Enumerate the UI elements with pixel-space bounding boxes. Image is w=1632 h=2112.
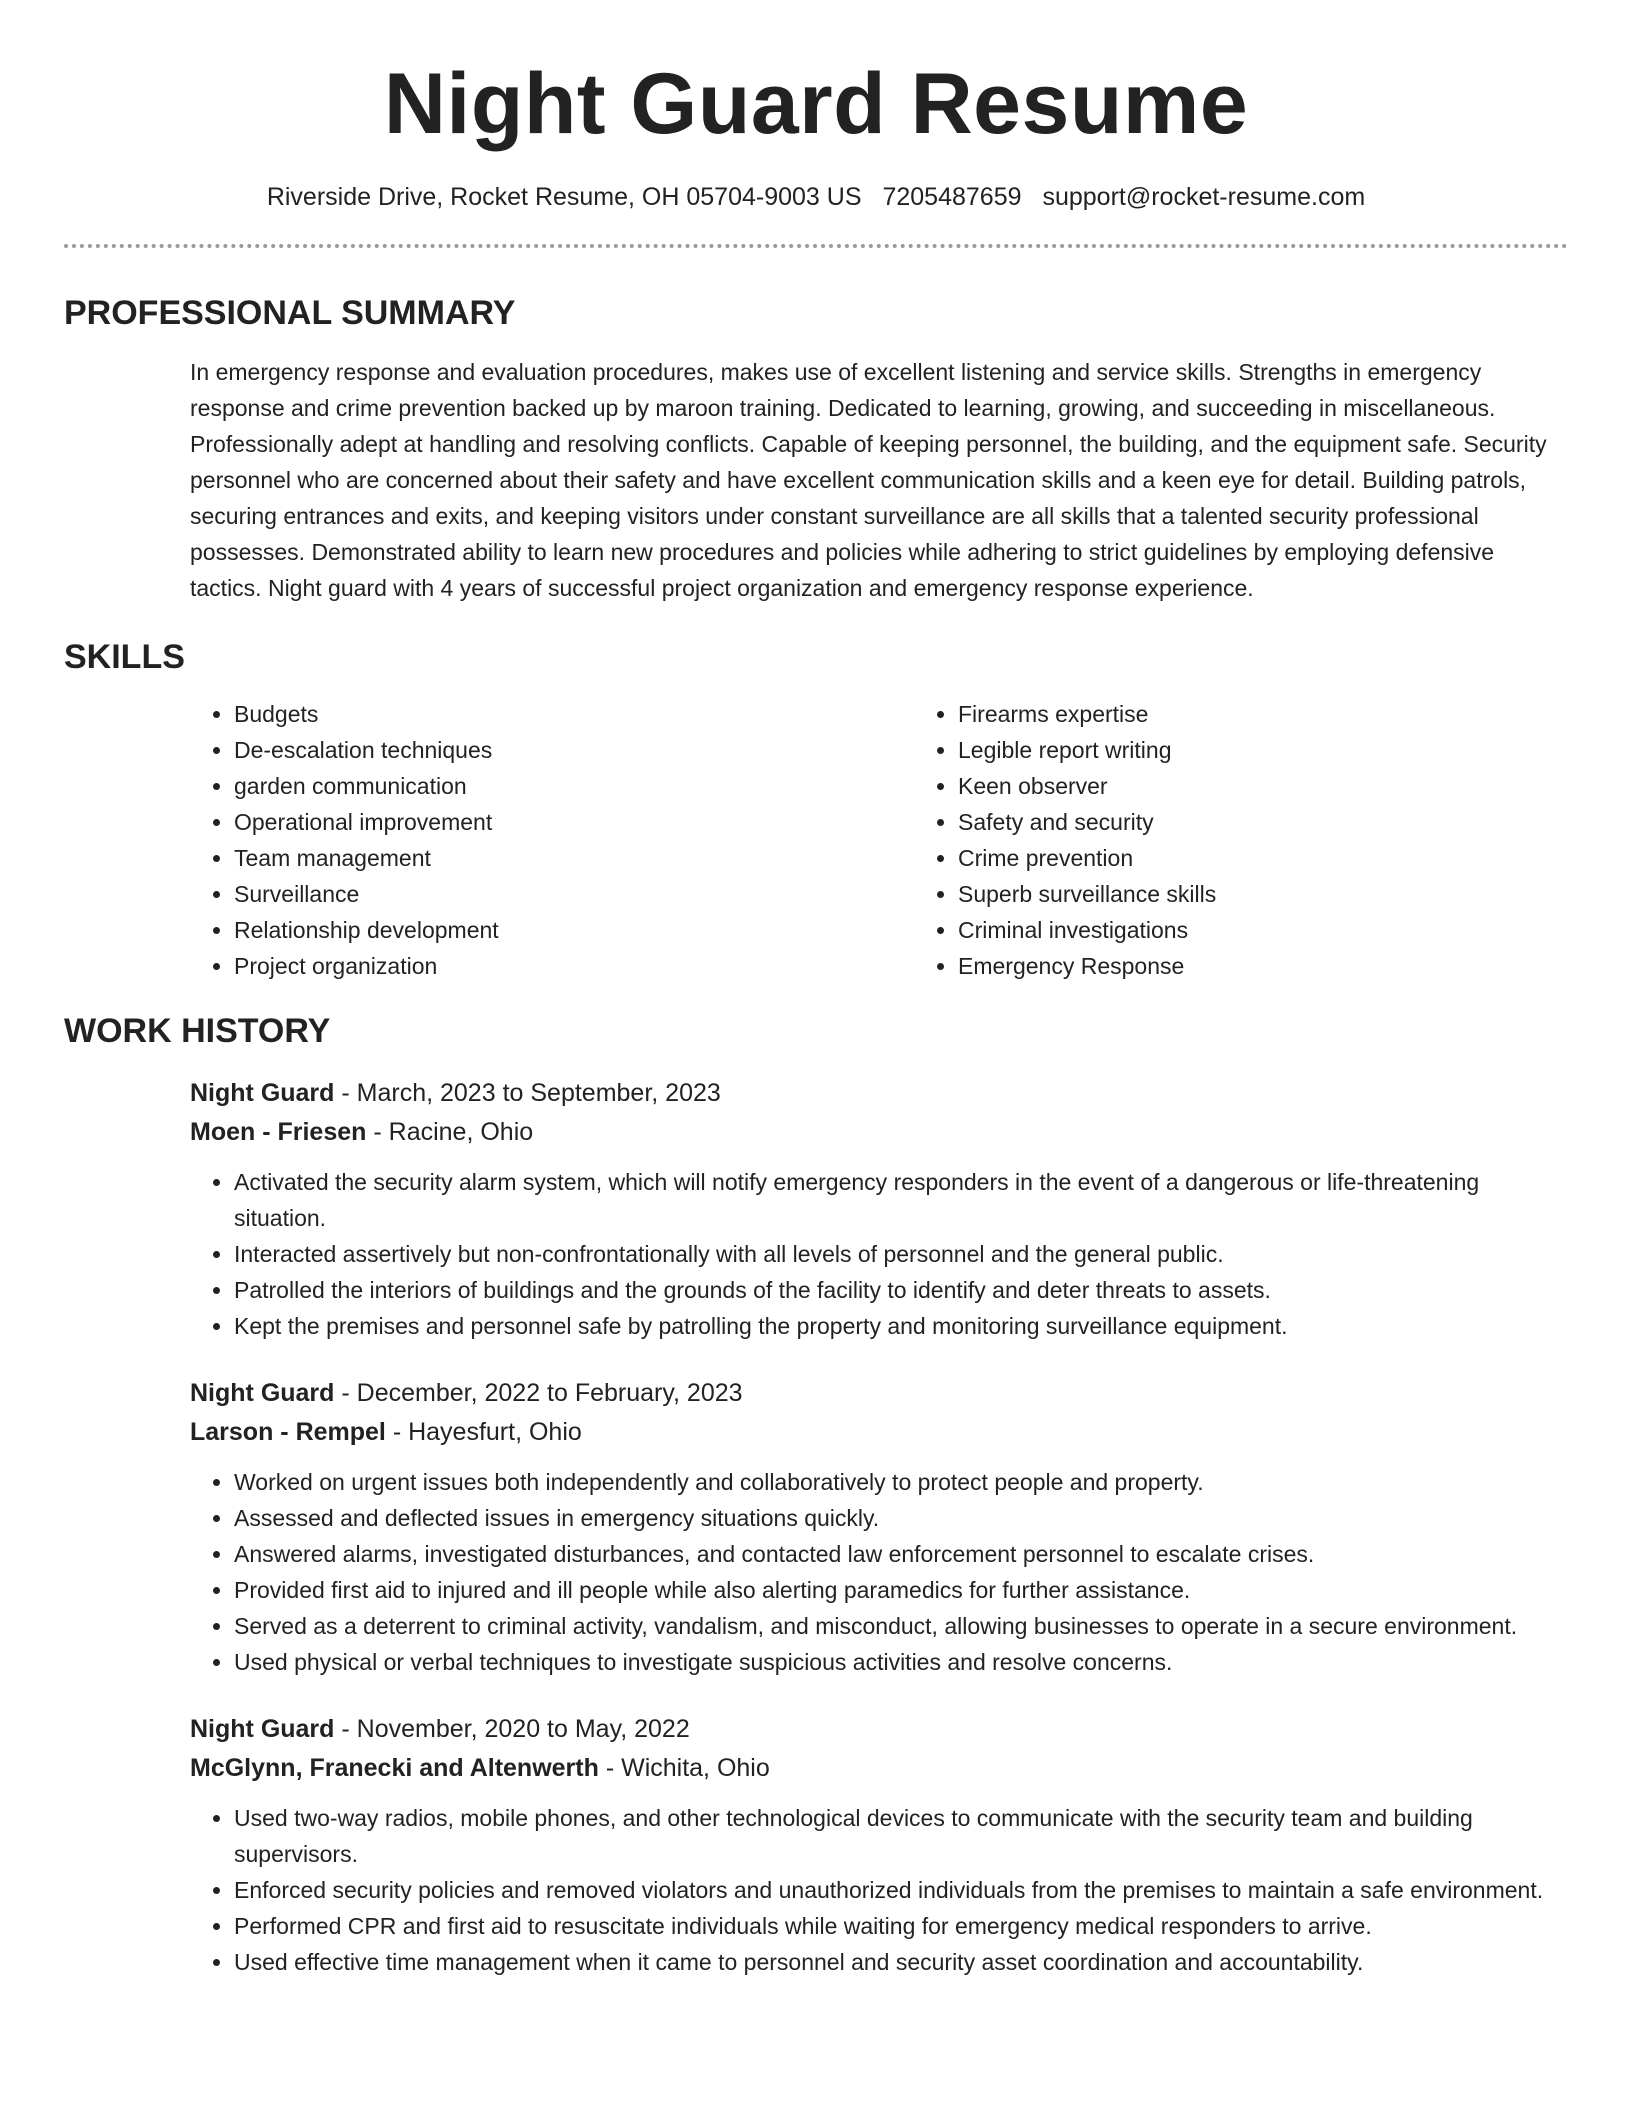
skill-item: • Budgets	[234, 696, 914, 732]
job-bullet: • Kept the premises and personnel safe by patrolling the property and monitoring surveillance equipment.	[234, 1308, 1564, 1344]
job-entry	[190, 1074, 1568, 1344]
job-bullet: • Performed CPR and first aid to resuscitate individuals while waiting for emergency medical responders to arrive.	[234, 1908, 1564, 1944]
job-title-line	[190, 1074, 1568, 1113]
job-title: Night Guard	[190, 1079, 335, 1107]
skill-item: • Team management	[234, 840, 914, 876]
skill-item: • Legible report writing	[958, 732, 1216, 768]
professional-summary-heading: PROFESSIONAL SUMMARY	[64, 294, 516, 332]
job-title-line	[190, 1710, 1568, 1749]
skills-heading: SKILLS	[64, 638, 185, 676]
job-bullet: • Provided first aid to injured and ill people while also alerting paramedics for further assistance.	[234, 1572, 1564, 1608]
job-entry	[190, 1710, 1568, 1980]
skill-item: • Emergency Response	[958, 948, 1216, 984]
job-bullet: • Used two-way radios, mobile phones, and other technological devices to communicate with the security team and building supervisors.	[234, 1800, 1564, 1872]
job-company: Moen - Friesen	[190, 1118, 367, 1146]
job-title-line	[190, 1374, 1568, 1413]
job-bullet: • Interacted assertively but non-confrontationally with all levels of personnel and the general public.	[234, 1236, 1564, 1272]
skill-item: • Relationship development	[234, 912, 914, 948]
job-bullet: • Assessed and deflected issues in emergency situations quickly.	[234, 1500, 1564, 1536]
job-company-line	[190, 1749, 1568, 1788]
job-entry	[190, 1374, 1568, 1680]
job-bullet: • Used effective time management when it came to personnel and security asset coordination and accountability.	[234, 1944, 1564, 1980]
job-bullets	[190, 1464, 1564, 1680]
job-bullet: • Activated the security alarm system, which will notify emergency responders in the event of a dangerous or life-threatening situation.	[234, 1164, 1564, 1236]
job-bullets	[190, 1800, 1564, 1980]
contact-line	[64, 180, 1568, 214]
skill-item: • De-escalation techniques	[234, 732, 914, 768]
job-bullet: • Used physical or verbal techniques to investigate suspicious activities and resolve concerns.	[234, 1644, 1564, 1680]
skill-item: • Criminal investigations	[958, 912, 1216, 948]
job-company-line	[190, 1113, 1568, 1152]
job-bullet: • Served as a deterrent to criminal activity, vandalism, and misconduct, allowing businesses to operate in a secure environment.	[234, 1608, 1564, 1644]
job-dates: - November, 2020 to May, 2022	[334, 1715, 690, 1743]
skills-left-column	[190, 696, 914, 984]
job-bullet: • Answered alarms, investigated disturbances, and contacted law enforcement personnel to escalate crises.	[234, 1536, 1564, 1572]
work-history-section	[64, 1010, 1568, 1980]
job-location: - Wichita, Ohio	[598, 1754, 770, 1782]
skill-item: • Keen observer	[958, 768, 1216, 804]
skill-item: • Firearms expertise	[958, 696, 1216, 732]
skill-item: • Crime prevention	[958, 840, 1216, 876]
professional-summary-section	[64, 292, 1568, 606]
contact-address: Riverside Drive, Rocket Resume, OH 05704-9003 US	[266, 183, 862, 211]
contact-phone: 7205487659	[882, 183, 1022, 211]
job-bullets	[190, 1164, 1564, 1344]
skill-item: • garden communication	[234, 768, 914, 804]
header-divider	[64, 244, 1568, 248]
job-bullet: • Worked on urgent issues both independently and collaboratively to protect people and property.	[234, 1464, 1564, 1500]
skill-item: • Operational improvement	[234, 804, 914, 840]
job-dates: - March, 2023 to September, 2023	[334, 1079, 721, 1107]
skills-grid	[190, 696, 1568, 984]
job-company: Larson - Rempel	[190, 1418, 386, 1446]
skill-item: • Surveillance	[234, 876, 914, 912]
job-bullet: • Enforced security policies and removed violators and unauthorized individuals from the premises to maintain a safe environment.	[234, 1872, 1564, 1908]
skill-item: • Safety and security	[958, 804, 1216, 840]
work-history-heading: WORK HISTORY	[64, 1012, 331, 1050]
skill-item: • Project organization	[234, 948, 914, 984]
job-company: McGlynn, Franecki and Altenwerth	[190, 1754, 599, 1782]
skills-right-column	[914, 696, 1216, 984]
skill-item: • Superb surveillance skills	[958, 876, 1216, 912]
job-location: - Hayesfurt, Ohio	[385, 1418, 582, 1446]
job-title: Night Guard	[190, 1715, 335, 1743]
job-bullet: • Patrolled the interiors of buildings and the grounds of the facility to identify and deter threats to assets.	[234, 1272, 1564, 1308]
job-dates: - December, 2022 to February, 2023	[334, 1379, 743, 1407]
contact-email: support@rocket-resume.com	[1042, 183, 1366, 211]
skills-section	[64, 636, 1568, 984]
job-location: - Racine, Ohio	[366, 1118, 534, 1146]
professional-summary-text: In emergency response and evaluation procedures, makes use of excellent listening and service skills. Strengths in emergency response and crime prevention backed up by maroon training. Dedicated to learning, growing, and succeeding in miscellaneous. Professionally adept at handling and resolving conflicts. Capable of keeping personnel, the building, and the equipment safe. Security personnel who are concerned about their safety and have excellent communication skills and a keen eye for detail. Building patrols, securing entrances and exits, and keeping visitors under constant surveillance are all skills that a talented security professional possesses. Demonstrated ability to learn new procedures and policies while adhering to strict guidelines by employing defensive tactics. Night guard with 4 years of successful project organization and emergency response experience.	[190, 359, 1547, 601]
job-title: Night Guard	[190, 1379, 335, 1407]
resume-title: Night Guard Resume	[383, 56, 1249, 152]
job-company-line	[190, 1413, 1568, 1452]
